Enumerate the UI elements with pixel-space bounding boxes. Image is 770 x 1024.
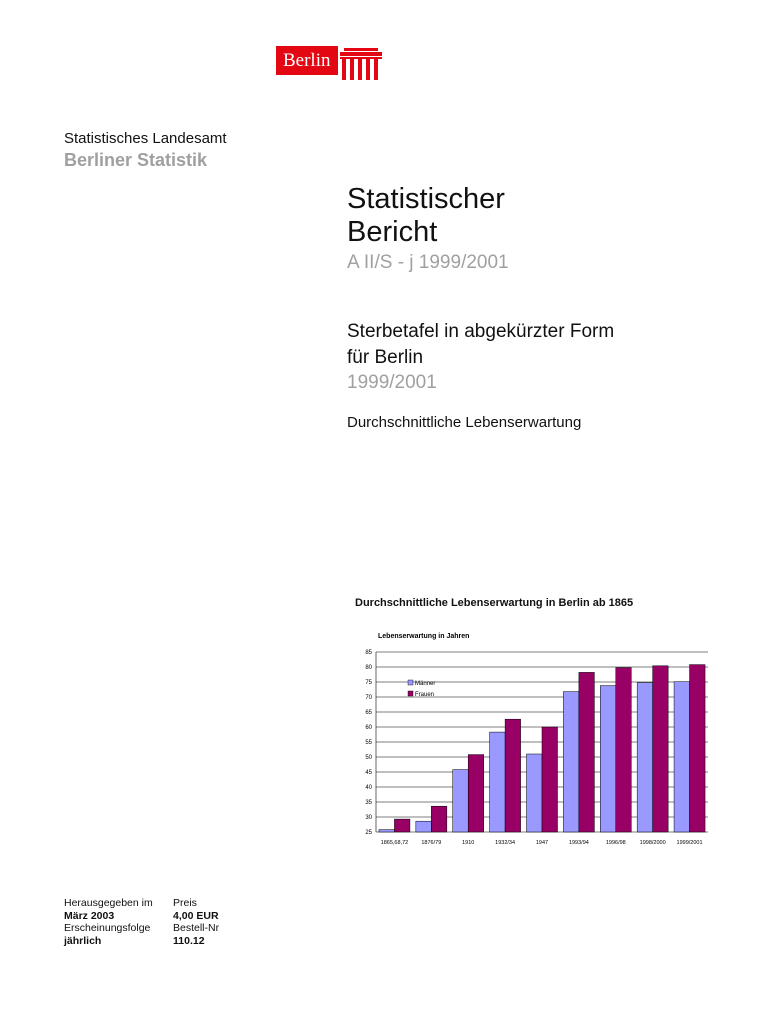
berlin-logo (276, 46, 382, 80)
imprint-left (64, 897, 153, 947)
bar-frauen (616, 668, 631, 832)
y-tick-label: 45 (365, 770, 372, 777)
y-tick-label: 70 (365, 695, 372, 702)
frequency-value: jährlich (64, 934, 102, 947)
x-tick-label: 1998/2000 (639, 840, 666, 846)
series-name: Berliner Statistik (64, 150, 208, 170)
logo-wordmark: Berlin (276, 46, 338, 75)
legend-label: Frauen (415, 692, 435, 698)
y-tick-label: 35 (365, 800, 372, 807)
bar-frauen (431, 806, 446, 832)
bar-maenner (379, 830, 394, 832)
title-line-1: Statistischer (347, 183, 505, 215)
bar-maenner (527, 754, 542, 832)
bar-frauen (505, 719, 520, 832)
y-tick-label: 55 (365, 740, 372, 747)
title-line-2: Bericht (347, 216, 438, 248)
order-number-label: Bestell-Nr (173, 922, 220, 934)
organization-name: Statistisches Landesamt (64, 130, 227, 147)
x-tick-label: 1876/79 (421, 840, 442, 846)
frequency-label: Erscheinungsfolge (64, 922, 151, 934)
life-expectancy-chart (340, 628, 720, 863)
bar-frauen (690, 665, 705, 832)
y-tick-label: 25 (365, 830, 372, 837)
report-subtitle (347, 319, 614, 371)
published-value: März 2003 (64, 909, 115, 922)
published-label: Herausgegeben im (64, 897, 153, 909)
y-tick-label: 40 (365, 785, 372, 792)
bar-maenner (674, 682, 689, 832)
x-tick-label: 1865,68,72 (380, 840, 409, 846)
bar-maenner (453, 770, 468, 832)
order-number-value: 110.12 (173, 934, 205, 947)
y-tick-label: 30 (365, 815, 372, 822)
price-label: Preis (173, 897, 197, 909)
subtitle-year: 1999/2001 (347, 372, 437, 393)
bar-frauen (394, 819, 409, 832)
x-tick-label: 1999/2001 (676, 840, 703, 846)
x-tick-label: 1910 (462, 840, 475, 846)
report-code: A II/S - j 1999/2001 (347, 252, 509, 273)
y-tick-label: 50 (365, 755, 372, 762)
legend-swatch (408, 691, 413, 696)
subtitle-line-2: für Berlin (347, 347, 424, 368)
legend-label: Männer (415, 681, 436, 687)
y-tick-label: 65 (365, 710, 372, 717)
imprint-right (173, 897, 219, 947)
bar-maenner (416, 821, 431, 832)
bar-maenner (637, 683, 652, 832)
x-tick-label: 1996/98 (605, 840, 626, 846)
brandenburg-gate-icon (340, 46, 382, 81)
bar-maenner (600, 686, 615, 832)
price-value: 4,00 EUR (173, 909, 219, 922)
bar-frauen (579, 672, 594, 832)
subtitle-line-1: Sterbetafel in abgekürzter Form (347, 321, 615, 342)
bar-frauen (653, 666, 668, 832)
y-tick-label: 85 (365, 650, 372, 657)
bar-frauen (468, 755, 483, 832)
x-tick-label: 1932/34 (495, 840, 516, 846)
x-tick-label: 1993/94 (568, 840, 589, 846)
chart-title: Durchschnittliche Lebenserwartung in Berlin ab 1865 (355, 597, 634, 609)
legend-swatch (408, 680, 413, 685)
y-tick-label: 75 (365, 680, 372, 687)
bar-maenner (563, 692, 578, 832)
bar-maenner (490, 732, 505, 832)
y-tick-label: 80 (365, 665, 372, 672)
x-tick-label: 1947 (535, 840, 549, 846)
report-description: Durchschnittliche Lebenserwartung (347, 414, 582, 431)
y-tick-label: 60 (365, 725, 372, 732)
bar-frauen (542, 727, 557, 832)
report-title (347, 183, 505, 249)
y-axis-label: Lebenserwartung in Jahren (378, 633, 470, 640)
